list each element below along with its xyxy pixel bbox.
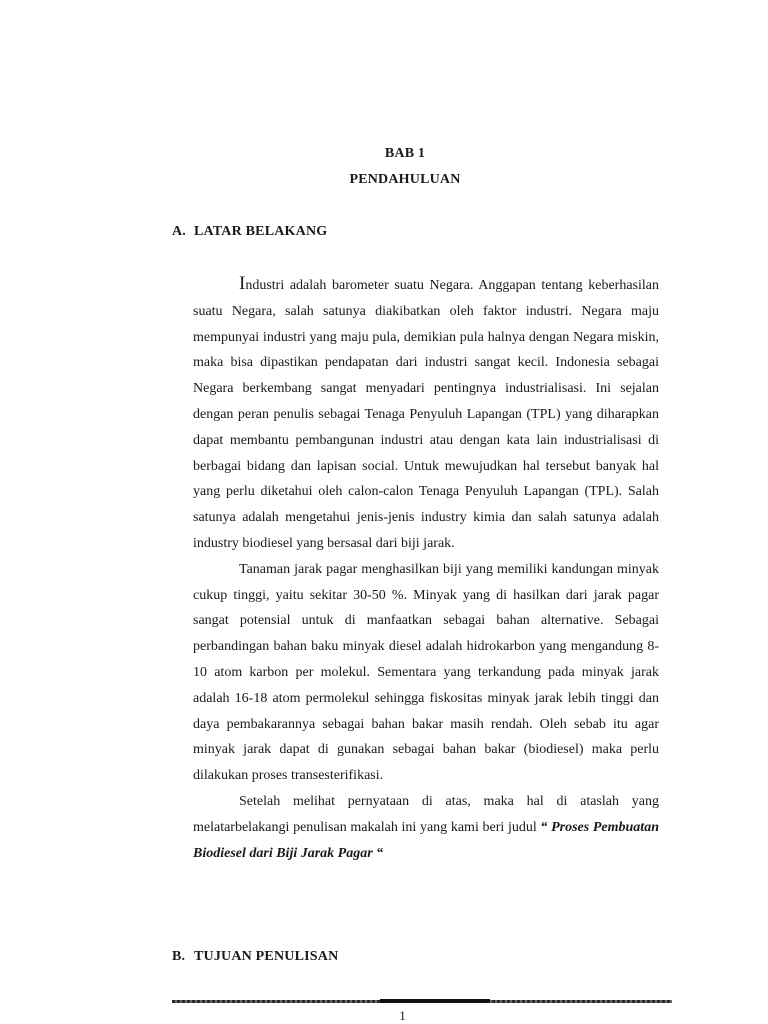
- drop-cap: I: [239, 273, 246, 294]
- footer-rule-accent: [380, 999, 490, 1003]
- paragraph-2: Tanaman jarak pagar menghasilkan biji yang memiliki kandungan minyak cukup tinggi, yaitu sekitar 30-50 %. Minyak yang di hasilkan dari jarak pagar sangat potensial untuk di manfaatkan sebagai bahan alternative. Sebagai perbandingan bahan baku minyak diesel adalah hidrokarbon yang mengandung 8-10 atom karbon per molekul. Sementara yang terkandung pada minyak jarak adalah 16-18 atom permolekul sehingga fiskositas minyak jarak lebih tinggi dan daya pembakarannya sebagai bahan bakar masih rendah. Oleh sebab itu agar minyak jarak dapat di gunakan sebagai bahan bakar (biodiesel) maka perlu dilakukan proses transesterifikasi.: [193, 561, 659, 784]
- section-letter: B.: [172, 949, 186, 964]
- paper-title-emphasis: “ Proses Pembuatan Biodiesel dari Biji Jarak Pagar “: [193, 819, 659, 861]
- section-letter: A.: [172, 224, 187, 239]
- section-heading-a: [172, 224, 327, 240]
- section-heading-b: [172, 949, 338, 965]
- paragraph-3: [193, 789, 659, 866]
- body-text: [193, 273, 659, 866]
- paragraph-1-text: ndustri adalah barometer suatu Negara. Anggapan tentang keberhasilan suatu Negara, salah satunya diakibatkan oleh faktor industri. Negara maju mempunyai industri yang maju pula, demikian pula halnya dengan Negara miskin, maka bisa dipastikan pendapatan dari industri sangat kecil. Indonesia sebagai Negara berkembang sangat menyadari pentingnya industrialisasi. Ini sejalan dengan peran penulis sebagai Tenaga Penyuluh Lapangan (TPL) yang diharapkan dapat membantu pembangunan industri atau dengan kata lain industrialisasi di berbagai bidang dan lapisan social. Untuk mewujudkan hal tersebut banyak hal yang perlu diketahui oleh calon-calon Tenaga Penyuluh Lapangan (TPL). Salah satunya adalah mengetahui jenis-jenis industry kimia dan salah satunya adalah industry biodiesel yang bersasal dari biji jarak.: [193, 278, 659, 551]
- section-title: LATAR BELAKANG: [194, 224, 328, 239]
- page-number: 1: [399, 1008, 406, 1023]
- paragraph-1: [193, 273, 659, 557]
- chapter-title: PENDAHULUAN: [349, 172, 461, 187]
- section-title: TUJUAN PENULISAN: [194, 949, 339, 964]
- chapter-number: BAB 1: [384, 146, 426, 161]
- paragraph-3-text: Setelah melihat pernyataan di atas, maka hal di ataslah yang melatarbelakangi penulisan makalah ini yang kami beri judul: [193, 793, 659, 835]
